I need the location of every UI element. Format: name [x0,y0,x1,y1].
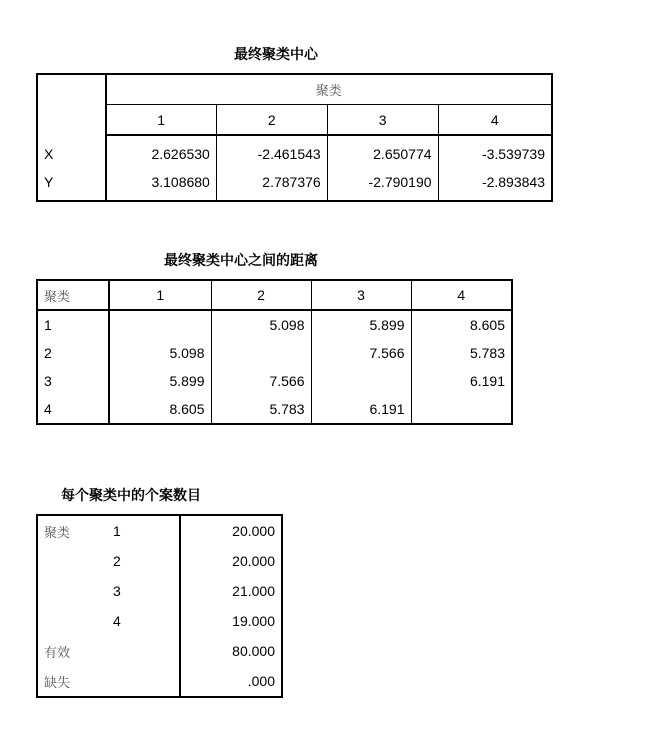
cell-value: 21.000 [232,583,275,599]
row-label: 4 [37,395,109,424]
cell-value: 5.783 [211,395,311,424]
column-header: 3 [327,105,438,136]
row-label: 1 [37,310,109,339]
column-header: 2 [211,280,311,310]
missing-value: .000 [247,673,275,689]
centers-table [36,73,553,202]
centers-title: 最终聚类中心 [234,47,318,63]
table-row [37,310,512,339]
row-label: 3 [37,367,109,395]
column-header: 1 [106,105,217,136]
column-header: 3 [311,280,411,310]
column-header: 4 [438,105,552,136]
row-label: Y [37,168,106,201]
counts-title: 每个聚类中的个案数目 [61,488,201,504]
cell-value [211,339,311,367]
cell-value: 5.098 [109,339,211,367]
table-row [37,666,282,697]
cell-value: 3.108680 [106,168,217,201]
column-header: 1 [109,280,211,310]
row-label: 2 [107,546,180,576]
column-header: 2 [216,105,327,136]
cell-value [311,367,411,395]
cell-value: 2.650774 [327,135,438,168]
table-row [37,168,552,201]
row-label: 4 [107,606,180,636]
row-label: 3 [107,576,180,606]
cell-value: 5.098 [211,310,311,339]
row-label: X [37,135,106,168]
cluster-header: 聚类 [106,74,552,105]
table-row [37,576,282,606]
table-corner [37,74,106,135]
cell-value: 19.000 [232,613,275,629]
table-row [37,339,512,367]
cell-value: -2.893843 [481,174,545,190]
cell-value: 6.191 [311,395,411,424]
valid-label: 有效 [37,636,180,666]
cell-value: 8.605 [469,317,505,333]
table-row [37,606,282,636]
row-label: 1 [107,515,180,546]
cell-value: 5.783 [469,345,505,361]
valid-value: 80.000 [232,643,275,659]
cell-value: -2.790190 [327,168,438,201]
cell-value: 5.899 [109,367,211,395]
cell-value: 6.191 [469,373,505,389]
missing-label: 缺失 [37,666,180,697]
cell-value: -2.461543 [216,135,327,168]
cell-value: 2.626530 [106,135,217,168]
cell-value: 7.566 [311,339,411,367]
cell-value: 7.566 [211,367,311,395]
cell-value: 8.605 [109,395,211,424]
column-header: 4 [411,280,512,310]
row-label: 2 [37,339,109,367]
table-row [37,367,512,395]
corner-label: 聚类 [37,280,109,310]
distances-title: 最终聚类中心之间的距离 [164,253,318,269]
table-row [37,135,552,168]
cell-value: -3.539739 [481,146,545,162]
table-row [37,515,282,546]
table-row [37,546,282,576]
distances-table [36,279,513,425]
group-label: 聚类 [44,525,71,541]
cell-value [109,310,211,339]
counts-table [36,514,283,698]
table-row [37,636,282,666]
cell-value: 2.787376 [216,168,327,201]
cell-value: 20.000 [232,553,275,569]
cell-value: 5.899 [311,310,411,339]
cell-value [411,395,512,424]
table-row [37,395,512,424]
cell-value: 20.000 [232,523,275,539]
